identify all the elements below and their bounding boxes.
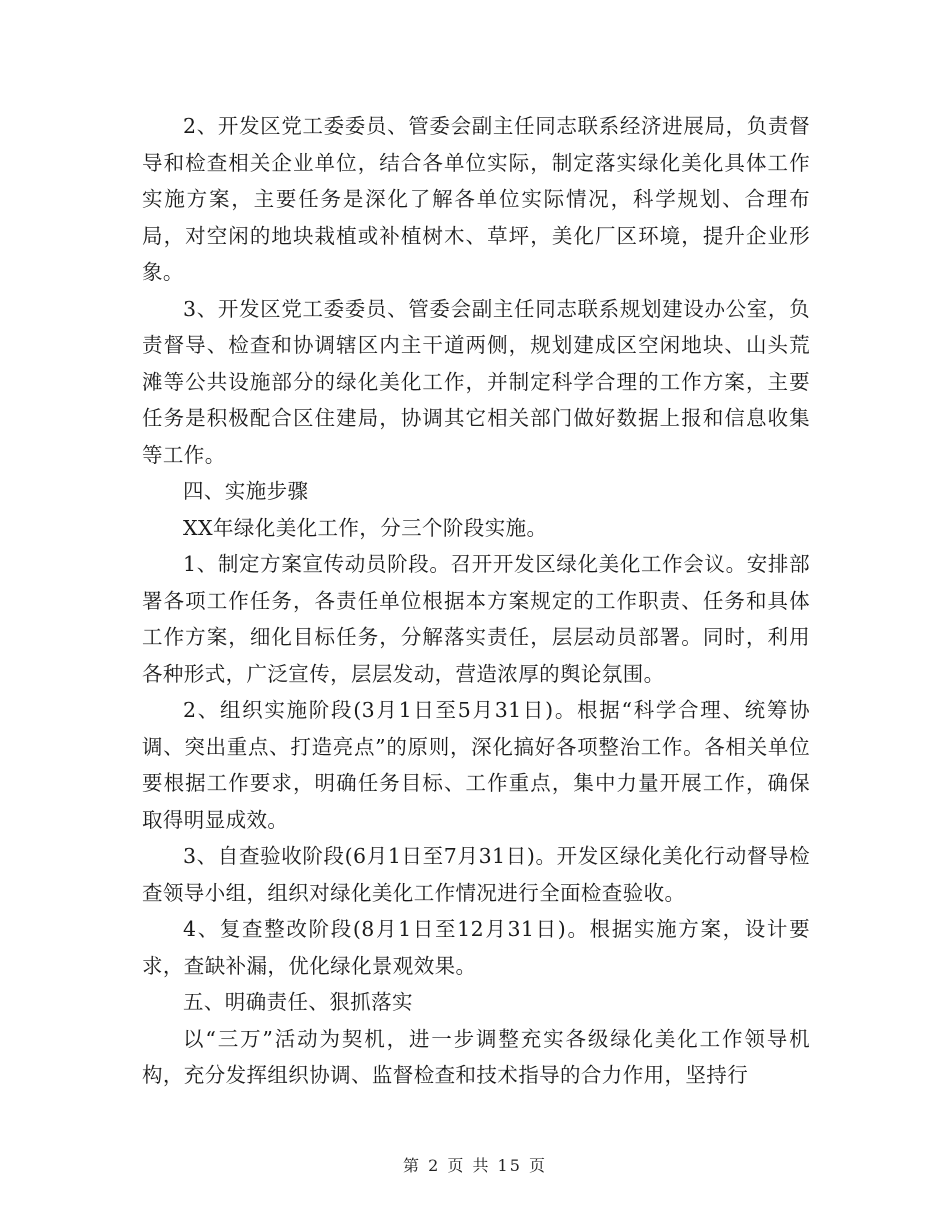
paragraph-phase-3: 3、自查验收阶段(6月1日至7月31日)。开发区绿化美化行动督导检查领导小组，组织对绿化美化工作情况进行全面检查验收。 [142, 844, 810, 905]
paragraph-duty-3: 3、开发区党工委委员、管委会副主任同志联系规划建设办公室，负责督导、检查和协调辖区内主干道两侧，规划建成区空闲地块、山头荒滩等公共设施部分的绿化美化工作，并制定科学合理的工作方案，主要任务是积极配合区住建局，协调其它相关部门做好数据上报和信息收集等工作。 [142, 296, 810, 467]
section-heading-implementation-steps: 四、实施步骤 [183, 479, 309, 503]
paragraph-duty-2: 2、开发区党工委委员、管委会副主任同志联系经济进展局，负责督导和检查相关企业单位，结合各单位实际，制定落实绿化美化具体工作实施方案，主要任务是深化了解各单位实际情况，科学规划、合理布局，对空闲的地块栽植或补植树木、草坪，美化厂区环境，提升企业形象。 [142, 114, 810, 284]
paragraph-responsibility: 以“三万”活动为契机，进一步调整充实各级绿化美化工作领导机构，充分发挥组织协调、监督检查和技术指导的合力作用，坚持行 [142, 1026, 810, 1087]
section-heading-responsibility: 五、明确责任、狠抓落实 [183, 990, 413, 1014]
paragraph-phase-4: 4、复查整改阶段(8月1日至12月31日)。根据实施方案，设计要求，查缺补漏，优化绿化景观效果。 [142, 917, 810, 978]
page-footer [0, 1153, 950, 1176]
paragraph-three-phases: XX年绿化美化工作，分三个阶段实施。 [183, 515, 548, 540]
paragraph-phase-2: 2、组织实施阶段(3月1日至5月31日)。根据“科学合理、统筹协调、突出重点、打造亮点”的原则，深化搞好各项整治工作。各相关单位要根据工作要求，明确任务目标、工作重点，集中力量开展工作，确保取得明显成效。 [142, 698, 810, 832]
paragraph-phase-1: 1、制定方案宣传动员阶段。召开开发区绿化美化工作会议。安排部署各项工作任务，各责任单位根据本方案规定的工作职责、任务和具体工作方案，细化目标任务，分解落实责任，层层动员部署。同时，利用各种形式，广泛宣传，层层发动，营造浓厚的舆论氛围。 [142, 552, 810, 686]
page-number-text: 第 2 页 共 15 页 [403, 1156, 547, 1175]
document-body [142, 108, 810, 1094]
